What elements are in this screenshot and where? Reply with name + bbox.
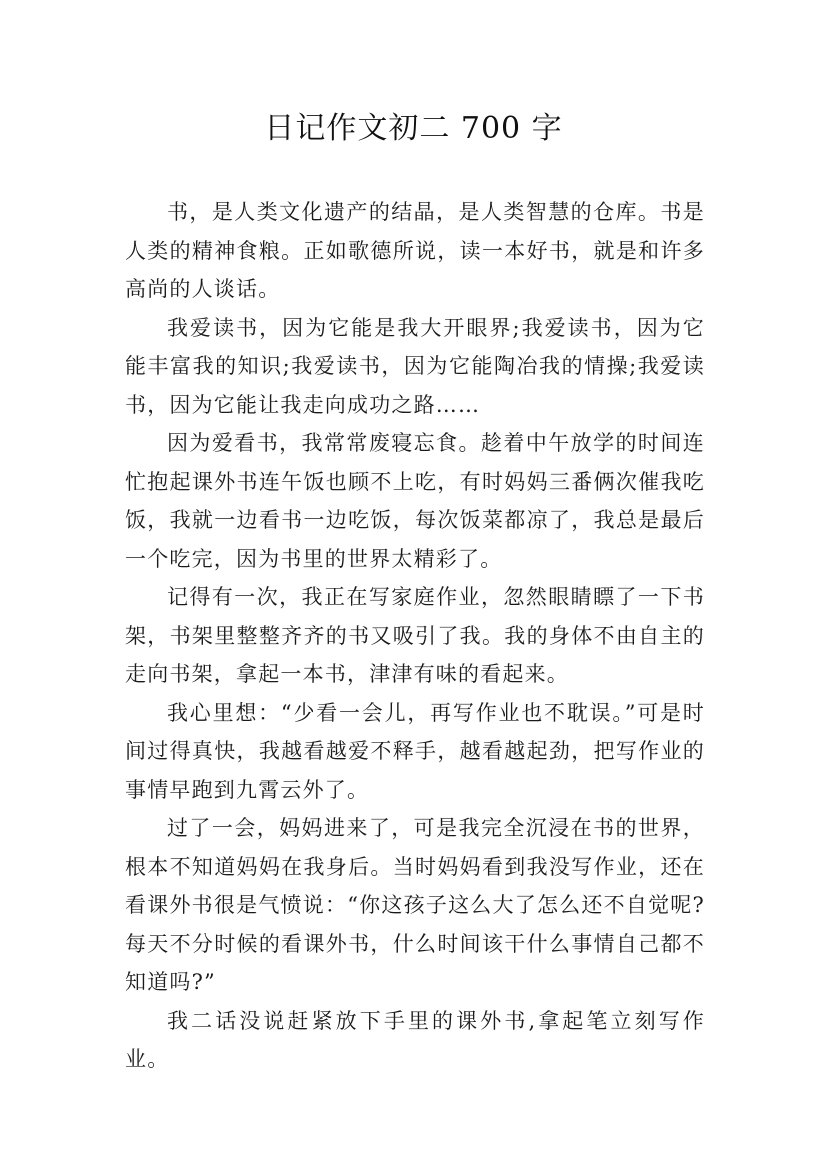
document-title: 日记作文初二 700 字 bbox=[264, 111, 563, 146]
paragraph-2: 我爱读书，因为它能是我大开眼界;我爱读书，因为它能丰富我的知识;我爱读书，因为它能陶冶我的情操;我爱读书，因为它能让我走向成功之路…… bbox=[125, 315, 705, 417]
paragraph-7: 我二话没说赶紧放下手里的课外书,拿起笔立刻写作业。 bbox=[125, 1008, 705, 1071]
document-body bbox=[125, 193, 705, 1079]
paragraph-5: 我心里想：“少看一会儿，再写作业也不耽误。”可是时间过得真快，我越看越爱不释手，越看越起劲，把写作业的事情早跑到九霄云外了。 bbox=[125, 700, 705, 802]
paragraph-3: 因为爱看书，我常常废寝忘食。趁着中午放学的时间连忙抱起课外书连午饭也顾不上吃，有时妈妈三番俩次催我吃饭，我就一边看书一边吃饭，每次饭菜都凉了，我总是最后一个吃完，因为书里的世界太精彩了。 bbox=[125, 431, 705, 571]
paragraph-6: 过了一会，妈妈进来了，可是我完全沉浸在书的世界，根本不知道妈妈在我身后。当时妈妈看到我没写作业，还在看课外书很是气愤说：“你这孩子这么大了怎么还不自觉呢?每天不分时候的看课外书，什么时间该干什么事情自己都不知道吗?” bbox=[125, 816, 705, 994]
paragraph-1: 书，是人类文化遗产的结晶，是人类智慧的仓库。书是人类的精神食粮。正如歌德所说，读一本好书，就是和许多高尚的人谈话。 bbox=[125, 200, 705, 301]
paragraph-4: 记得有一次，我正在写家庭作业，忽然眼睛瞟了一下书架，书架里整整齐齐的书又吸引了我。我的身体不由自主的走向书架，拿起一本书，津津有味的看起来。 bbox=[125, 585, 705, 686]
